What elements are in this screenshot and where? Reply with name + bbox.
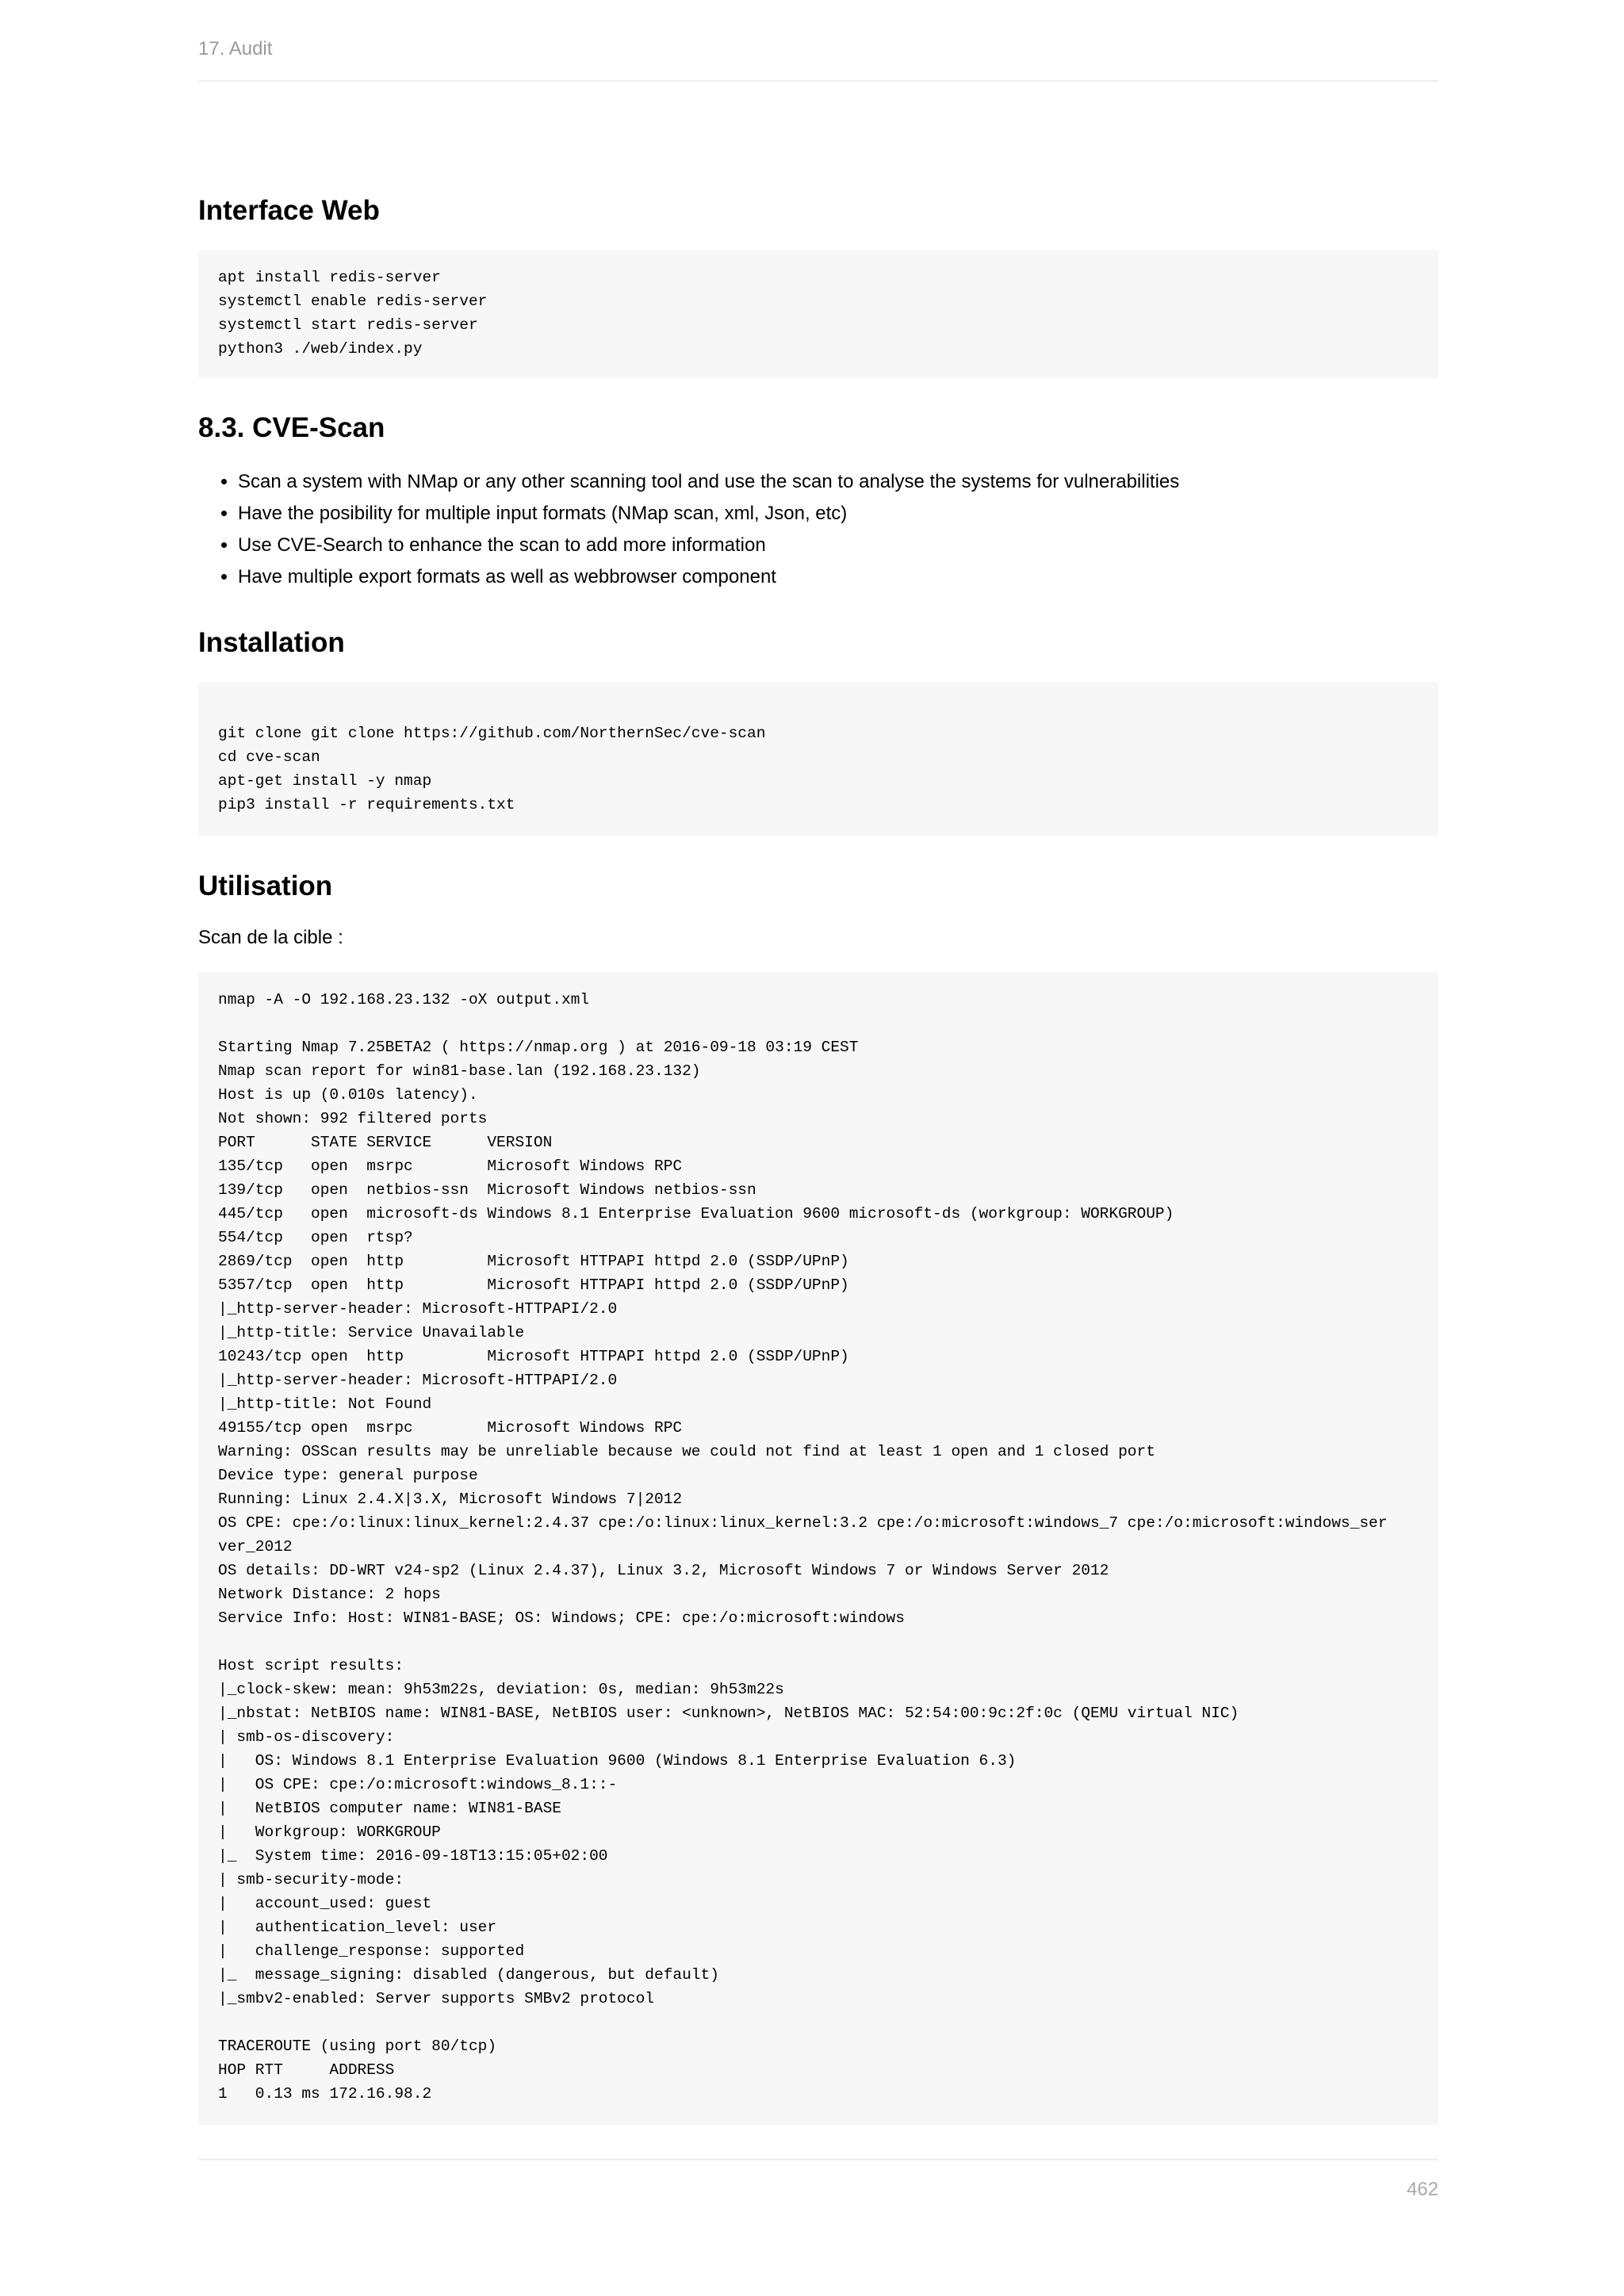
list-item: • Have multiple export formats as well as webbrowser component: [238, 561, 1179, 593]
heading-installation: Installation: [198, 627, 345, 658]
heading-cve-scan: 8.3. CVE-Scan: [198, 412, 385, 443]
code-block-nmap-output: nmap -A -O 192.168.23.132 -oX output.xml Starting Nmap 7.25BETA2 ( https://nmap.org ) at 2016-09-18 03:19 CEST Nmap scan report for win81-base.lan (192.168.23.132) Host is up (0.010s latency). Not shown: 992 filtered ports PORT STATE SERVICE VERSION 135/tcp open msrpc Microsoft Windows RPC 139/tcp open netbios-ssn Microsoft Windows netbios-ssn 445/tcp open microsoft-ds Windows 8.1 Enterprise Evaluation 9600 microsoft-ds (workgroup: WORKGROUP) 554/tcp open rtsp? 2869/tcp open http Microsoft HTTPAPI httpd 2.0 (SSDP/UPnP) 5357/tcp open http Microsoft HTTPAPI httpd 2.0 (SSDP/UPnP) |_http-server-header: Microsoft-HTTPAPI/2.0 |_http-title: Service Unavailable 10243/tcp open http Microsoft HTTPAPI httpd 2.0 (SSDP/UPnP) |_http-server-header: Microsoft-HTTPAPI/2.0 |_http-title: Not Found 49155/tcp open msrpc Microsoft Windows RPC Warning: OSScan results may be unreliable because we could not find at least 1 open and 1 closed port Device type: general purpose Running: Linux 2.4.X|3.X, Microsoft Windows 7|2012 OS CPE: cpe:/o:linux:linux_kernel:2.4.37 cpe:/o:linux:linux_kernel:3.2 cpe:/o:microsoft:windows_7 cpe:/o:microsoft:windows_ser ver_2012 OS details: DD-WRT v24-sp2 (Linux 2.4.37), Linux 3.2, Microsoft Windows 7 or Windows Server 2012 Network Distance: 2 hops Service Info: Host: WIN81-BASE; OS: Windows; CPE: cpe:/o:microsoft:windows Host script results: |_clock-skew: mean: 9h53m22s, deviation: 0s, median: 9h53m22s |_nbstat: NetBIOS name: WIN81-BASE, NetBIOS user: <unknown>, NetBIOS MAC: 52:54:00:9c:2f:0c (QEMU virtual NIC) | smb-os-discovery: | OS: Windows 8.1 Enterprise Evaluation 9600 (Windows 8.1 Enterprise Evaluation 6.3) | OS CPE: cpe:/o:microsoft:windows_8.1::- | NetBIOS computer name: WIN81-BASE | Workgroup: WORKGROUP |_ System time: 2016-09-18T13:15:05+02:00 | smb-security-mode: | account_used: guest | authentication_level: user | challenge_response: supported |_ message_signing: disabled (dangerous, but default) |_smbv2-enabled: Server supports SMBv2 protocol TRACEROUTE (using port 80/tcp) HOP RTT ADDRESS 1 0.13 ms 172.16.98.2: [198, 972, 1438, 2125]
list-item: • Scan a system with NMap or any other scanning tool and use the scan to analyse the systems for vulnerabilities: [238, 466, 1179, 498]
header-divider: [198, 80, 1438, 82]
utilisation-intro: Scan de la cible :: [198, 927, 343, 948]
code-block-installation: git clone git clone https://github.com/NorthernSec/cve-scan cd cve-scan apt-get install -y nmap pip3 install -r requirements.txt: [198, 682, 1438, 836]
code-block-interface-web: apt install redis-server systemctl enable redis-server systemctl start redis-server python3 ./web/index.py: [198, 250, 1438, 378]
running-header: 17. Audit: [198, 38, 273, 59]
footer-divider: [198, 2159, 1438, 2160]
list-item: • Use CVE-Search to enhance the scan to add more information: [238, 530, 1179, 561]
list-item: • Have the posibility for multiple input formats (NMap scan, xml, Json, etc): [238, 498, 1179, 530]
page-number: 462: [1406, 2179, 1438, 2200]
feature-list: [198, 466, 1179, 593]
heading-utilisation: Utilisation: [198, 871, 333, 901]
heading-interface-web: Interface Web: [198, 195, 380, 226]
